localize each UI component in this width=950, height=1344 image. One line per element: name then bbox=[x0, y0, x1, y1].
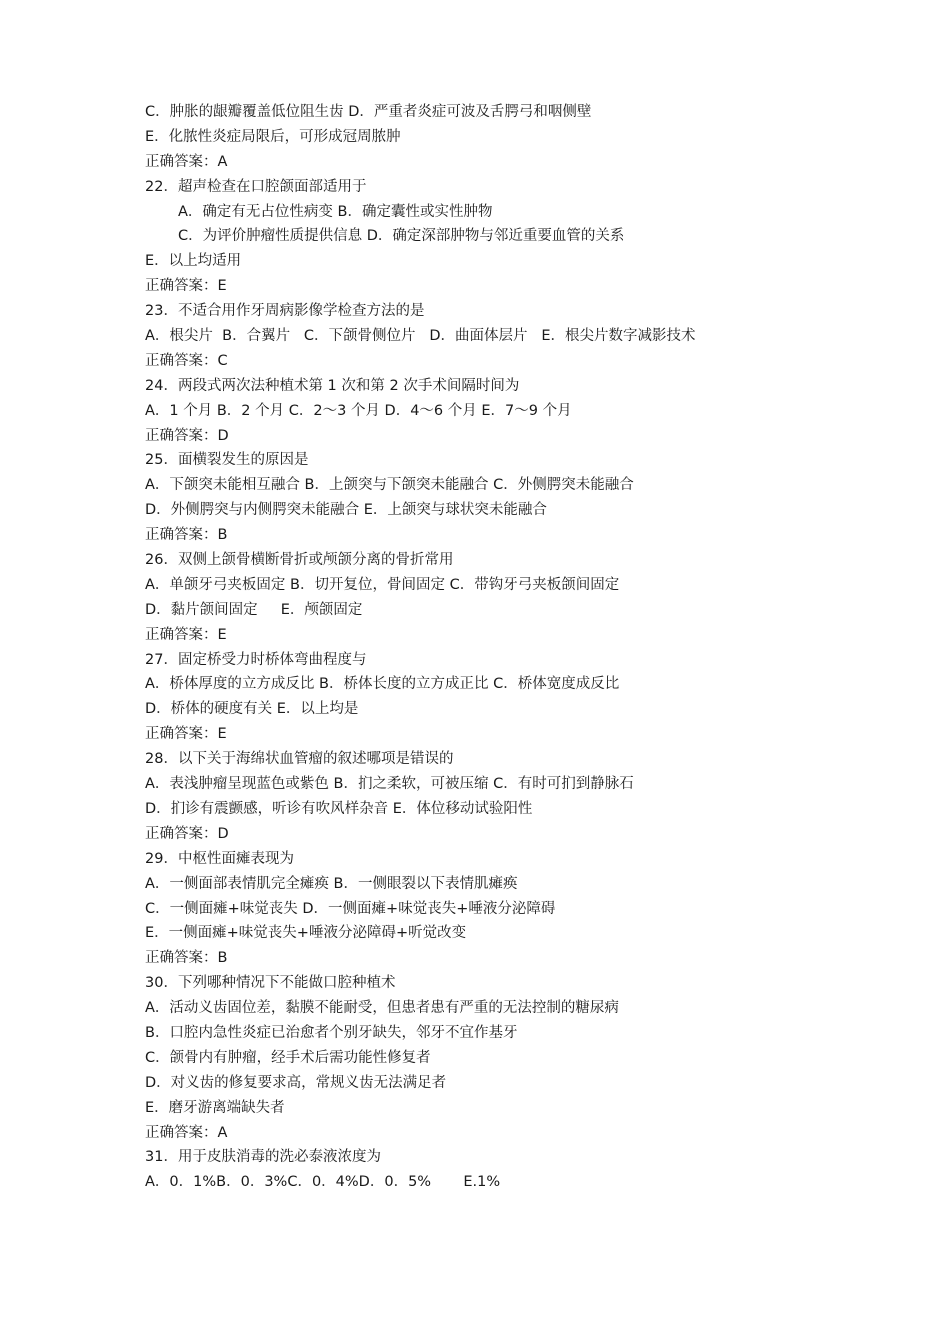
text-line: 正确答案：A bbox=[145, 1124, 228, 1141]
document-page bbox=[145, 100, 845, 1195]
text-line: 正确答案：D bbox=[145, 825, 229, 842]
text-line: C．肿胀的龈瓣覆盖低位阻生齿 D．严重者炎症可波及舌腭弓和咽侧壁 bbox=[145, 104, 592, 120]
text-line: A．单颌牙弓夹板固定 B．切开复位，骨间固定 C．带钩牙弓夹板颌间固定 bbox=[145, 576, 620, 593]
text-line: 正确答案：A bbox=[145, 153, 228, 170]
text-line: 正确答案：C bbox=[145, 352, 228, 369]
text-line: 22．超声检查在口腔颌面部适用于 bbox=[145, 178, 367, 195]
text-line: D．外侧腭突与内侧腭突未能融合 E．上颌突与球状突未能融合 bbox=[145, 502, 547, 519]
text-line: E．化脓性炎症局限后，可形成冠周脓肿 bbox=[145, 128, 401, 145]
text-line: 正确答案：B bbox=[145, 527, 228, 544]
text-line: 正确答案：E bbox=[145, 726, 227, 743]
text-line: 26．双侧上颌骨横断骨折或颅颌分离的骨折常用 bbox=[145, 552, 454, 569]
text-line: D．桥体的硬度有关 E．以上均是 bbox=[145, 701, 359, 718]
text-line: 25．面横裂发生的原因是 bbox=[145, 452, 309, 469]
text-line: 正确答案：B bbox=[145, 950, 228, 967]
text-line: D．黏片颌间固定 E．颅颌固定 bbox=[145, 601, 363, 618]
text-line: A．活动义齿固位差，黏膜不能耐受，但患者患有严重的无法控制的糖尿病 bbox=[145, 1000, 619, 1017]
text-line: 30．下列哪种情况下不能做口腔种植术 bbox=[145, 975, 396, 992]
text-line: E．以上均适用 bbox=[145, 253, 242, 270]
text-line: 正确答案：D bbox=[145, 427, 229, 444]
text-line: A．确定有无占位性病变 B．确定囊性或实性肿物 bbox=[178, 203, 493, 220]
text-line: D．对义齿的修复要求高，常规义齿无法满足者 bbox=[145, 1074, 447, 1091]
text-line: 正确答案：E bbox=[145, 626, 227, 643]
text-line: E．一侧面瘫+味觉丧失+唾液分泌障碍+听觉改变 bbox=[145, 925, 467, 942]
text-line: 29．中枢性面瘫表现为 bbox=[145, 850, 294, 867]
text-line: 24．两段式两次法种植术第 1 次和第 2 次手术间隔时间为 bbox=[145, 377, 520, 394]
text-line: A．表浅肿瘤呈现蓝色或紫色 B．扪之柔软，可被压缩 C．有时可扪到静脉石 bbox=[145, 776, 634, 793]
text-line: A．桥体厚度的立方成反比 B．桥体长度的立方成正比 C．桥体宽度成反比 bbox=[145, 676, 620, 693]
text-line: E．磨牙游离端缺失者 bbox=[145, 1099, 285, 1116]
text-line: C．一侧面瘫+味觉丧失 D．一侧面瘫+味觉丧失+唾液分泌障碍 bbox=[145, 900, 556, 917]
text-line: A．一侧面部表情肌完全瘫痪 B．一侧眼裂以下表情肌瘫痪 bbox=[145, 875, 518, 892]
text-line: C．为评价肿瘤性质提供信息 D．确定深部肿物与邻近重要血管的关系 bbox=[178, 228, 625, 245]
text-line: 23．不适合用作牙周病影像学检查方法的是 bbox=[145, 303, 425, 320]
text-line: A．根尖片 B．合翼片 C．下颌骨侧位片 D．曲面体层片 E．根尖片数字减影技术 bbox=[145, 328, 696, 345]
text-line: 28．以下关于海绵状血管瘤的叙述哪项是错误的 bbox=[145, 751, 454, 768]
text-line: 正确答案：E bbox=[145, 278, 227, 295]
text-line: 27．固定桥受力时桥体弯曲程度与 bbox=[145, 651, 367, 668]
text-line: A．0．1%B．0．3%C．0．4%D．0．5% E.1% bbox=[145, 1174, 501, 1191]
text-line: C．颌骨内有肿瘤，经手术后需功能性修复者 bbox=[145, 1049, 431, 1066]
text-line: 31．用于皮肤消毒的洗必泰液浓度为 bbox=[145, 1149, 381, 1166]
text-line: A．1 个月 B．2 个月 C．2～3 个月 D．4～6 个月 E．7～9 个月 bbox=[145, 402, 572, 419]
text-line: B．口腔内急性炎症已治愈者个别牙缺失，邻牙不宜作基牙 bbox=[145, 1024, 518, 1041]
text-line: D．扪诊有震颤感，听诊有吹风样杂音 E．体位移动试验阳性 bbox=[145, 800, 533, 817]
text-line: A．下颌突未能相互融合 B．上颌突与下颌突未能融合 C．外侧腭突未能融合 bbox=[145, 477, 634, 494]
